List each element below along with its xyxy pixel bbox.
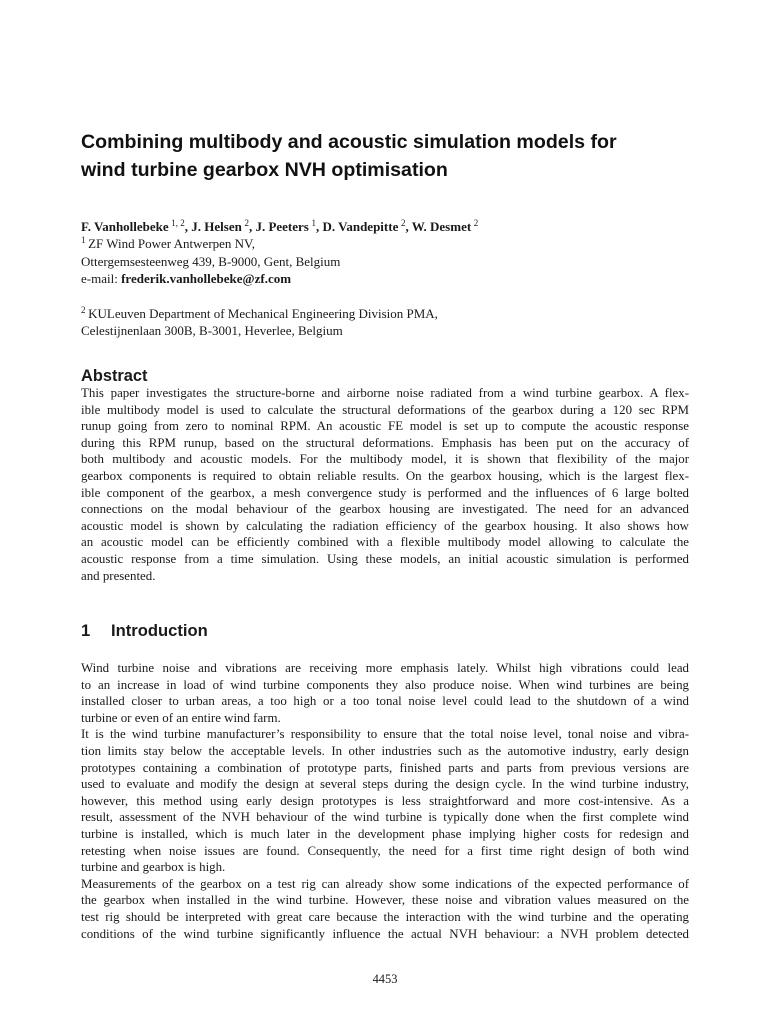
email-address[interactable]: frederik.vanhollebeke@zf.com bbox=[121, 271, 292, 287]
abstract-line: acoustic model is shown by calculating the radiation efficiency of the gearbox housing. It also shows how bbox=[81, 518, 689, 533]
body-line: Measurements of the gearbox on a test rig can already show some indications of the expected performance of bbox=[81, 876, 689, 891]
authors-and-affiliations bbox=[81, 218, 689, 339]
introduction-text bbox=[81, 660, 689, 942]
author-affiliation-marker: 1 bbox=[311, 218, 316, 228]
page-number: 4453 bbox=[372, 972, 398, 986]
abstract-line: both multibody and acoustic models. For the multibody model, it is shown that flexibility of the major bbox=[81, 452, 689, 467]
abstract-line: runup going from zero to nominal RPM. An acoustic FE model is set up to compute the acoustic response bbox=[81, 419, 689, 434]
section-1-heading bbox=[81, 620, 208, 642]
body-line: the gearbox when installed in the wind turbine. However, these noise and vibration values measured on the bbox=[81, 893, 689, 908]
abstract-line: connections on the modal behaviour of the gearbox housing are investigated. The need for an advanced bbox=[81, 502, 689, 517]
body-line: to an increase in load of wind turbine components they also produce noise. When wind turbines are being bbox=[81, 677, 689, 692]
body-line: test rig should be interpreted with great care because the interaction with the wind turbine and the operating bbox=[81, 909, 689, 924]
affiliation-1-name: $^1$ ZF Wind Power Antwerpen NV, bbox=[81, 235, 256, 252]
abstract-line: This paper investigates the structure-borne and airborne noise radiated from a wind turbine gearbox. A flex- bbox=[81, 386, 689, 400]
author-name: J. Peeters bbox=[255, 219, 309, 234]
abstract-line: ible multibody model is used to calculate the structural deformations of the gearbox during a 120 sec RPM bbox=[81, 402, 689, 417]
author-affiliation-marker: 2 bbox=[400, 218, 406, 228]
author-name: W. Desmet bbox=[411, 219, 472, 234]
affiliation-marker: 1 bbox=[81, 235, 86, 246]
body-line: prototypes containing a combination of prototype parts, finished parts and parts from previous versions are bbox=[81, 760, 689, 775]
affiliation-1-address: Ottergemsesteenweg 439, B-9000, Gent, Belgium bbox=[81, 253, 341, 269]
abstract-line: gearbox components is required to obtain reliable results. On the gearbox housing, which is the largest flex- bbox=[81, 468, 689, 483]
paper-title bbox=[81, 128, 689, 184]
body-line: Wind turbine noise and vibrations are receiving more emphasis lately. Whilst high vibrations could lead bbox=[81, 661, 689, 675]
author-affiliation-marker: 1, 2 bbox=[171, 218, 185, 228]
author-name: D. Vandepitte bbox=[322, 219, 399, 234]
paper-page bbox=[81, 0, 689, 1024]
body-line: retesting when noise issues are found. Consequently, the need for a first time right design of both wind bbox=[81, 843, 689, 858]
abstract-line: ible component of the gearbox, a mesh convergence study is performed and the influences of 6 large bolted bbox=[81, 485, 689, 500]
body-line: tion limits stay below the acceptable levels. In other industries such as the automotive industry, early design bbox=[81, 743, 689, 758]
affiliation-2-name: $^2$ KULeuven Department of Mechanical Engineering Division PMA, bbox=[81, 304, 438, 321]
abstract-line: and presented. bbox=[81, 568, 156, 583]
body-line: It is the wind turbine manufacturer’s responsibility to ensure that the total noise level, tonal noise and vibra- bbox=[81, 727, 689, 742]
author-list: F. Vanhollebeke $^{1, 2}$, J. Helsen $^2$, J. Peeters $^1$, D. Vandepitte $^2$, W. Desmet $^2$ bbox=[81, 218, 479, 234]
body-line: turbine is installed, which is much later in the development phase implying higher costs for redesign and bbox=[81, 826, 689, 841]
author-name: J. Helsen bbox=[191, 219, 242, 234]
abstract-line: acoustic response from a time simulation. Using these models, an initial acoustic simulation is performed bbox=[81, 551, 689, 566]
body-line: turbine or even of an entire wind farm. bbox=[81, 710, 281, 725]
section-number: 1 bbox=[81, 621, 91, 640]
author-name: F. Vanhollebeke bbox=[81, 219, 169, 234]
title-line-2: wind turbine gearbox NVH optimisation bbox=[81, 159, 448, 181]
section-title: Introduction bbox=[111, 621, 208, 640]
abstract-line: during this RPM runup, based on the structural deformations. Emphasis has been put on the accuracy of bbox=[81, 435, 689, 450]
body-line: turbine and gearbox is high. bbox=[81, 860, 226, 875]
author-affiliation-marker: 2 bbox=[244, 218, 249, 228]
affiliation-1-email bbox=[81, 270, 689, 287]
body-line: however, this method using early design prototypes is less straightforward and more cost-intensive. As a bbox=[81, 793, 689, 808]
body-line: used to evaluate and modify the design at several steps during the design cycle. In the wind turbine industry, bbox=[81, 777, 689, 792]
author-affiliation-marker: 2 bbox=[473, 218, 479, 228]
abstract-line: an acoustic model can be efficiently combined with a flexible multibody model allowing to calculate the bbox=[81, 535, 689, 550]
body-line: conditions of the wind turbine significantly influence the actual NVH behaviour: a NVH problem detected bbox=[81, 926, 689, 941]
affiliation-marker: 2 bbox=[81, 304, 86, 315]
body-line: result, assessment of the NVH behaviour of the wind turbine is typically done when the first complete wind bbox=[81, 810, 689, 825]
body-line: installed closer to urban areas, a too high or a too tonal noise level could lead to the shutdown of a wind bbox=[81, 694, 689, 709]
abstract-text bbox=[81, 385, 689, 584]
title-line-1: Combining multibody and acoustic simulation models for bbox=[81, 131, 617, 153]
abstract-heading: Abstract bbox=[81, 367, 148, 385]
affiliation-2-address: Celestijnenlaan 300B, B-3001, Heverlee, Belgium bbox=[81, 323, 343, 339]
email-label: e-mail: bbox=[81, 271, 122, 287]
